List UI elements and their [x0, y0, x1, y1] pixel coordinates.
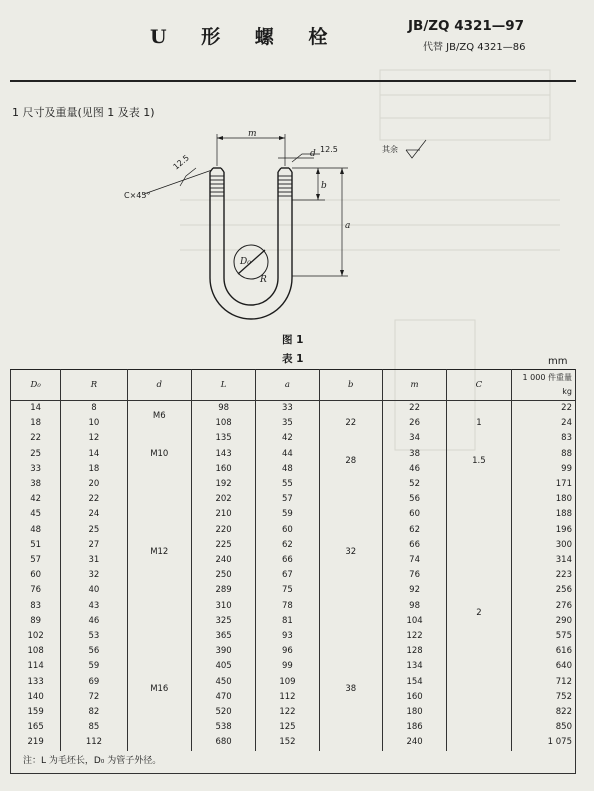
section-heading: 1 尺寸及重量(见图 1 及表 1): [12, 106, 155, 119]
cell-d0: 18: [11, 416, 61, 431]
cell-d0: 159: [11, 705, 61, 720]
cell-a: 81: [256, 614, 319, 629]
figure-caption: 图 1: [282, 334, 304, 346]
cell-r: 59: [61, 659, 127, 674]
roughness-right-label: 12.5: [320, 145, 338, 154]
cell-l: 405: [191, 659, 255, 674]
cell-d0: 45: [11, 507, 61, 522]
cell-weight: 290: [511, 614, 575, 629]
cell-d0: 22: [11, 431, 61, 446]
cell-b: 32: [319, 477, 382, 629]
cell-a: 48: [256, 462, 319, 477]
cell-weight: 88: [511, 447, 575, 462]
cell-r: 69: [61, 675, 127, 690]
cell-b: 38: [319, 629, 382, 751]
cell-l: 220: [191, 523, 255, 538]
cell-weight: 640: [511, 659, 575, 674]
cell-r: 40: [61, 583, 127, 598]
cell-m: 76: [382, 568, 446, 583]
cell-d0: 108: [11, 644, 61, 659]
cell-a: 33: [256, 401, 319, 417]
cell-d0: 51: [11, 538, 61, 553]
cell-r: 10: [61, 416, 127, 431]
table-row: [11, 477, 576, 492]
cell-r: 43: [61, 599, 127, 614]
cell-a: 62: [256, 538, 319, 553]
cell-d0: 25: [11, 447, 61, 462]
cell-d0: 140: [11, 690, 61, 705]
cell-d0: 76: [11, 583, 61, 598]
cell-m: 66: [382, 538, 446, 553]
cell-a: 109: [256, 675, 319, 690]
cell-d0: 114: [11, 659, 61, 674]
cell-m: 186: [382, 720, 446, 735]
cell-m: 104: [382, 614, 446, 629]
cell-r: 112: [61, 735, 127, 750]
cell-d0: 83: [11, 599, 61, 614]
cell-weight: 300: [511, 538, 575, 553]
cell-weight: 752: [511, 690, 575, 705]
cell-weight: 276: [511, 599, 575, 614]
cell-m: 62: [382, 523, 446, 538]
cell-m: 122: [382, 629, 446, 644]
cell-r: 27: [61, 538, 127, 553]
cell-weight: 99: [511, 462, 575, 477]
cell-l: 135: [191, 431, 255, 446]
cell-a: 152: [256, 735, 319, 750]
cell-b: 22: [319, 401, 382, 447]
cell-weight: 575: [511, 629, 575, 644]
roughness-left-label: 12.5: [171, 153, 191, 172]
cell-r: 32: [61, 568, 127, 583]
cell-a: 57: [256, 492, 319, 507]
cell-r: 8: [61, 401, 127, 417]
cell-a: 112: [256, 690, 319, 705]
cell-m: 160: [382, 690, 446, 705]
table-header-row: [11, 370, 576, 401]
header-r: R: [61, 370, 127, 401]
cell-m: 154: [382, 675, 446, 690]
cell-l: 450: [191, 675, 255, 690]
cell-r: 25: [61, 523, 127, 538]
dim-b-label: b: [321, 181, 327, 191]
chamfer-label: C×45°: [124, 191, 151, 200]
standard-replace: 代替 JB/ZQ 4321—86: [423, 42, 526, 53]
cell-l: 470: [191, 690, 255, 705]
cell-r: 14: [61, 447, 127, 462]
header-m: m: [382, 370, 446, 401]
cell-d0: 42: [11, 492, 61, 507]
cell-weight: 22: [511, 401, 575, 417]
cell-l: 210: [191, 507, 255, 522]
cell-a: 67: [256, 568, 319, 583]
cell-a: 122: [256, 705, 319, 720]
cell-l: 310: [191, 599, 255, 614]
cell-a: 99: [256, 659, 319, 674]
dimension-table: [10, 369, 576, 774]
cell-weight: 196: [511, 523, 575, 538]
cell-weight: 1 075: [511, 735, 575, 750]
table-body: [11, 401, 576, 774]
cell-r: 56: [61, 644, 127, 659]
cell-r: 53: [61, 629, 127, 644]
cell-weight: 712: [511, 675, 575, 690]
cell-a: 44: [256, 447, 319, 462]
cell-m: 52: [382, 477, 446, 492]
cell-thread-d: M12: [127, 477, 191, 629]
cell-weight: 83: [511, 431, 575, 446]
cell-m: 240: [382, 735, 446, 750]
cell-d0: 38: [11, 477, 61, 492]
cell-m: 128: [382, 644, 446, 659]
cell-r: 24: [61, 507, 127, 522]
rest-label: 其余: [382, 145, 398, 154]
cell-d0: 89: [11, 614, 61, 629]
cell-r: 22: [61, 492, 127, 507]
cell-thread-d: M16: [127, 629, 191, 751]
header-weight: 1 000 件重量 kg: [511, 370, 575, 401]
table-note-row: [11, 751, 576, 774]
cell-weight: 24: [511, 416, 575, 431]
cell-weight: 850: [511, 720, 575, 735]
cell-m: 34: [382, 431, 446, 446]
table-note: 注：L 为毛坯长，D₀ 为管子外径。: [11, 751, 576, 774]
cell-a: 78: [256, 599, 319, 614]
cell-r: 82: [61, 705, 127, 720]
cell-l: 160: [191, 462, 255, 477]
cell-l: 390: [191, 644, 255, 659]
dim-a-label: a: [345, 221, 351, 231]
cell-d0: 219: [11, 735, 61, 750]
cell-weight: 223: [511, 568, 575, 583]
cell-a: 66: [256, 553, 319, 568]
cell-d0: 133: [11, 675, 61, 690]
header-d0: D₀: [11, 370, 61, 401]
cell-d0: 14: [11, 401, 61, 417]
table-row: [11, 447, 576, 462]
cell-m: 38: [382, 447, 446, 462]
cell-l: 108: [191, 416, 255, 431]
header-a: a: [256, 370, 319, 401]
cell-a: 35: [256, 416, 319, 431]
cell-l: 225: [191, 538, 255, 553]
cell-thread-d: M6: [127, 401, 191, 432]
cell-l: 143: [191, 447, 255, 462]
cell-a: 42: [256, 431, 319, 446]
cell-weight: 616: [511, 644, 575, 659]
cell-thread-d: M10: [127, 431, 191, 477]
unit-label: mm: [548, 356, 568, 367]
cell-d0: 48: [11, 523, 61, 538]
cell-r: 85: [61, 720, 127, 735]
cell-a: 55: [256, 477, 319, 492]
cell-a: 75: [256, 583, 319, 598]
cell-weight: 180: [511, 492, 575, 507]
cell-a: 59: [256, 507, 319, 522]
cell-a: 125: [256, 720, 319, 735]
cell-r: 46: [61, 614, 127, 629]
cell-m: 180: [382, 705, 446, 720]
standard-code: JB/ZQ 4321—97: [408, 18, 525, 34]
dim-m-label: m: [248, 129, 257, 139]
cell-c: 1.5: [447, 447, 511, 477]
cell-l: 520: [191, 705, 255, 720]
cell-m: 46: [382, 462, 446, 477]
cell-l: 538: [191, 720, 255, 735]
cell-a: 93: [256, 629, 319, 644]
cell-d0: 60: [11, 568, 61, 583]
table-row: [11, 401, 576, 417]
header-l: L: [191, 370, 255, 401]
cell-l: 240: [191, 553, 255, 568]
cell-c: 1: [447, 401, 511, 447]
cell-weight: 822: [511, 705, 575, 720]
dim-r-label: R: [260, 275, 267, 285]
header-rule: [10, 80, 576, 82]
cell-weight: 171: [511, 477, 575, 492]
cell-a: 96: [256, 644, 319, 659]
cell-d0: 102: [11, 629, 61, 644]
header-d: d: [127, 370, 191, 401]
cell-m: 134: [382, 659, 446, 674]
dim-d-label: d: [310, 149, 316, 159]
cell-l: 192: [191, 477, 255, 492]
cell-m: 22: [382, 401, 446, 417]
cell-c: 2: [447, 477, 511, 751]
cell-l: 289: [191, 583, 255, 598]
cell-l: 365: [191, 629, 255, 644]
cell-l: 680: [191, 735, 255, 750]
cell-d0: 33: [11, 462, 61, 477]
cell-m: 74: [382, 553, 446, 568]
cell-a: 60: [256, 523, 319, 538]
page-title: U 形 螺 栓: [150, 26, 342, 48]
cell-weight: 256: [511, 583, 575, 598]
cell-r: 72: [61, 690, 127, 705]
cell-l: 98: [191, 401, 255, 417]
cell-d0: 57: [11, 553, 61, 568]
cell-m: 56: [382, 492, 446, 507]
cell-b: 28: [319, 447, 382, 477]
header-b: b: [319, 370, 382, 401]
dim-d0-label: D₀: [240, 257, 251, 267]
cell-l: 325: [191, 614, 255, 629]
u-bolt-figure: [120, 128, 440, 333]
cell-l: 202: [191, 492, 255, 507]
cell-m: 60: [382, 507, 446, 522]
cell-r: 31: [61, 553, 127, 568]
cell-r: 12: [61, 431, 127, 446]
cell-m: 26: [382, 416, 446, 431]
cell-weight: 188: [511, 507, 575, 522]
cell-m: 92: [382, 583, 446, 598]
cell-m: 98: [382, 599, 446, 614]
header-c: C: [447, 370, 511, 401]
table-caption: 表 1: [282, 353, 304, 365]
cell-r: 18: [61, 462, 127, 477]
cell-r: 20: [61, 477, 127, 492]
cell-d0: 165: [11, 720, 61, 735]
cell-weight: 314: [511, 553, 575, 568]
cell-l: 250: [191, 568, 255, 583]
